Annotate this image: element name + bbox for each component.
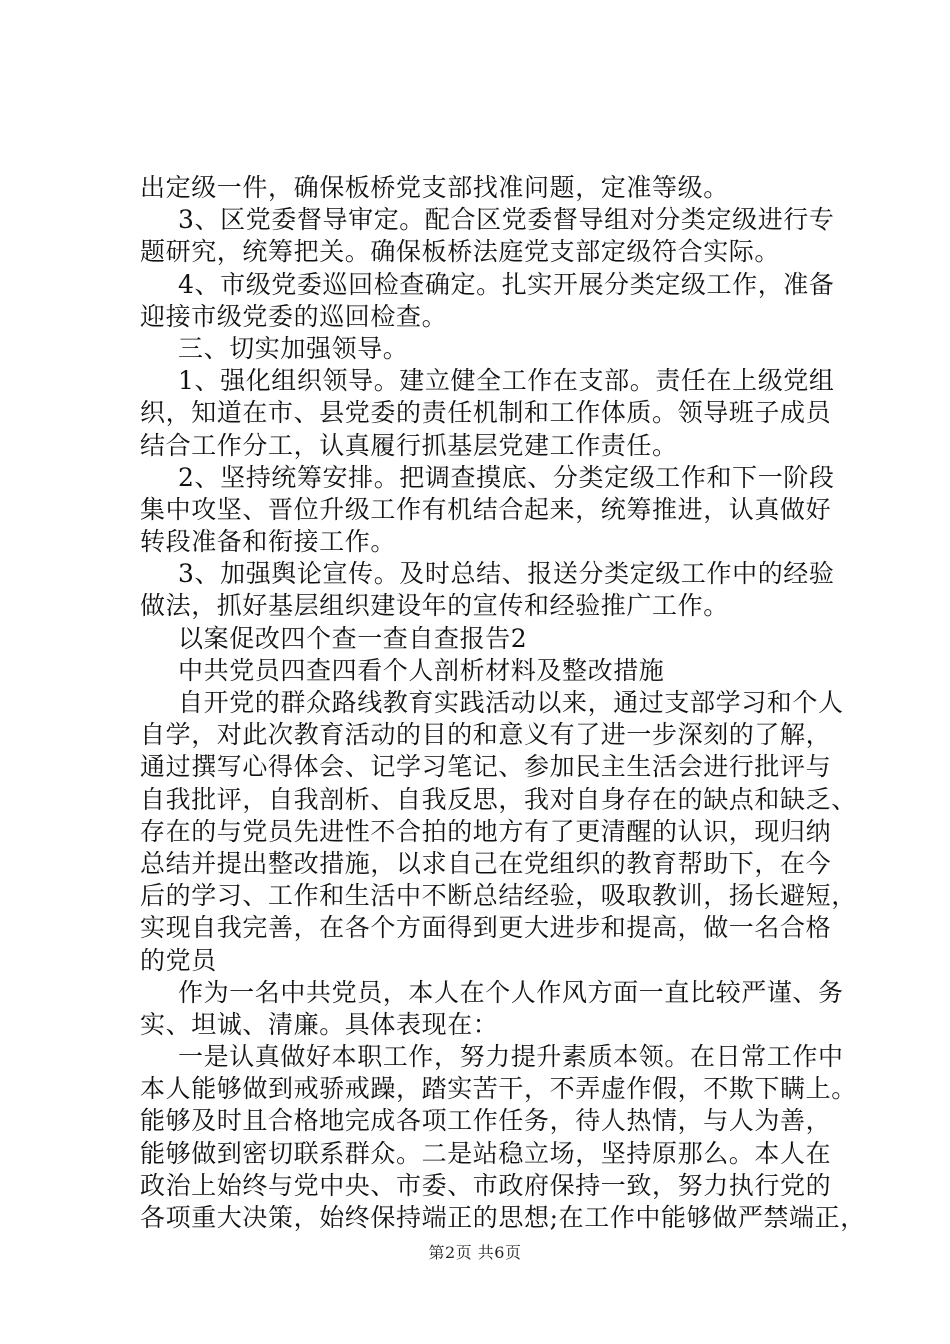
text-line: 3、区党委督导审定。配合区党委督导组对分类定级进行专 bbox=[178, 205, 835, 235]
text-line: 通过撰写心得体会、记学习笔记、参加民主生活会进行批评与 bbox=[140, 752, 832, 782]
text-line: 转段准备和衔接工作。 bbox=[140, 527, 397, 557]
text-line: 出定级一件，确保板桥党支部找准问题，定准等级。 bbox=[140, 173, 729, 202]
text-line: 1、强化组织领导。建立健全工作在支部。责任在上级党组 bbox=[178, 366, 835, 396]
text-line: 中共党员四查四看个人剖析材料及整改措施 bbox=[178, 655, 665, 685]
text-line: 结合工作分工，认真履行抓基层党建工作责任。 bbox=[140, 430, 678, 460]
text-line: 3、加强舆论宣传。及时总结、报送分类定级工作中的经验 bbox=[178, 559, 835, 589]
text-line: 2、坚持统筹安排。把调查摸底、分类定级工作和下一阶段 bbox=[178, 462, 835, 492]
text-line: 后的学习、工作和生活中不断总结经验，吸取教训，扬长避短， bbox=[140, 881, 857, 911]
text-line: 题研究，统筹把关。确保板桥法庭党支部定级符合实际。 bbox=[140, 237, 781, 267]
text-line: 政治上始终与党中央、市委、市政府保持一致，努力执行党的 bbox=[140, 1170, 832, 1200]
text-line: 的党员 bbox=[140, 945, 217, 975]
text-line: 三、切实加强领导。 bbox=[178, 333, 409, 363]
text-line: 能够做到密切联系群众。二是站稳立场，坚持原那么。本人在 bbox=[140, 1138, 832, 1168]
text-line: 织，知道在市、县党委的责任机制和工作体质。领导班子成员 bbox=[140, 398, 832, 428]
text-line: 自我批评，自我剖析、自我反思，我对自身存在的缺点和缺乏、 bbox=[140, 784, 857, 814]
text-line: 总结并提出整改措施，以求自己在党组织的教育帮助下，在今 bbox=[140, 848, 832, 878]
text-line: 以案促改四个查一查自查报告2 bbox=[178, 623, 528, 653]
text-line: 集中攻坚、晋位升级工作有机结合起来，统筹推进，认真做好 bbox=[140, 494, 832, 524]
text-line: 实现自我完善，在各个方面得到更大进步和提高，做一名合格 bbox=[140, 913, 832, 943]
document-body bbox=[140, 172, 866, 1234]
text-line: 一是认真做好本职工作，努力提升素质本领。在日常工作中 bbox=[178, 1042, 844, 1072]
text-line: 自开党的群众路线教育实践活动以来，通过支部学习和个人 bbox=[178, 688, 844, 717]
page-footer: 第2页 共6页 bbox=[428, 1243, 522, 1262]
text-line: 迎接市级党委的巡回检查。 bbox=[140, 301, 448, 331]
text-line: 各项重大决策，始终保持端正的思想;在工作中能够做严禁端正， bbox=[140, 1203, 866, 1232]
text-line: 能够及时且合格地完成各项工作任务，待人热情，与人为善， bbox=[140, 1106, 832, 1136]
text-line: 做法，抓好基层组织建设年的宣传和经验推广工作。 bbox=[140, 591, 729, 621]
text-line: 本人能够做到戒骄戒躁，踏实苦干，不弄虚作假，不欺下瞒上。 bbox=[140, 1074, 857, 1104]
text-line: 4、市级党委巡回检查确定。扎实开展分类定级工作，准备 bbox=[178, 269, 835, 299]
text-line: 作为一名中共党员，本人在个人作风方面一直比较严谨、务 bbox=[178, 977, 844, 1007]
text-line: 存在的与党员先进性不合拍的地方有了更清醒的认识，现归纳 bbox=[140, 816, 832, 846]
text-line: 实、坦诚、清廉。具体表现在： bbox=[140, 1009, 499, 1039]
text-line: 自学，对此次教育活动的目的和意义有了进一步深刻的了解， bbox=[140, 720, 832, 750]
